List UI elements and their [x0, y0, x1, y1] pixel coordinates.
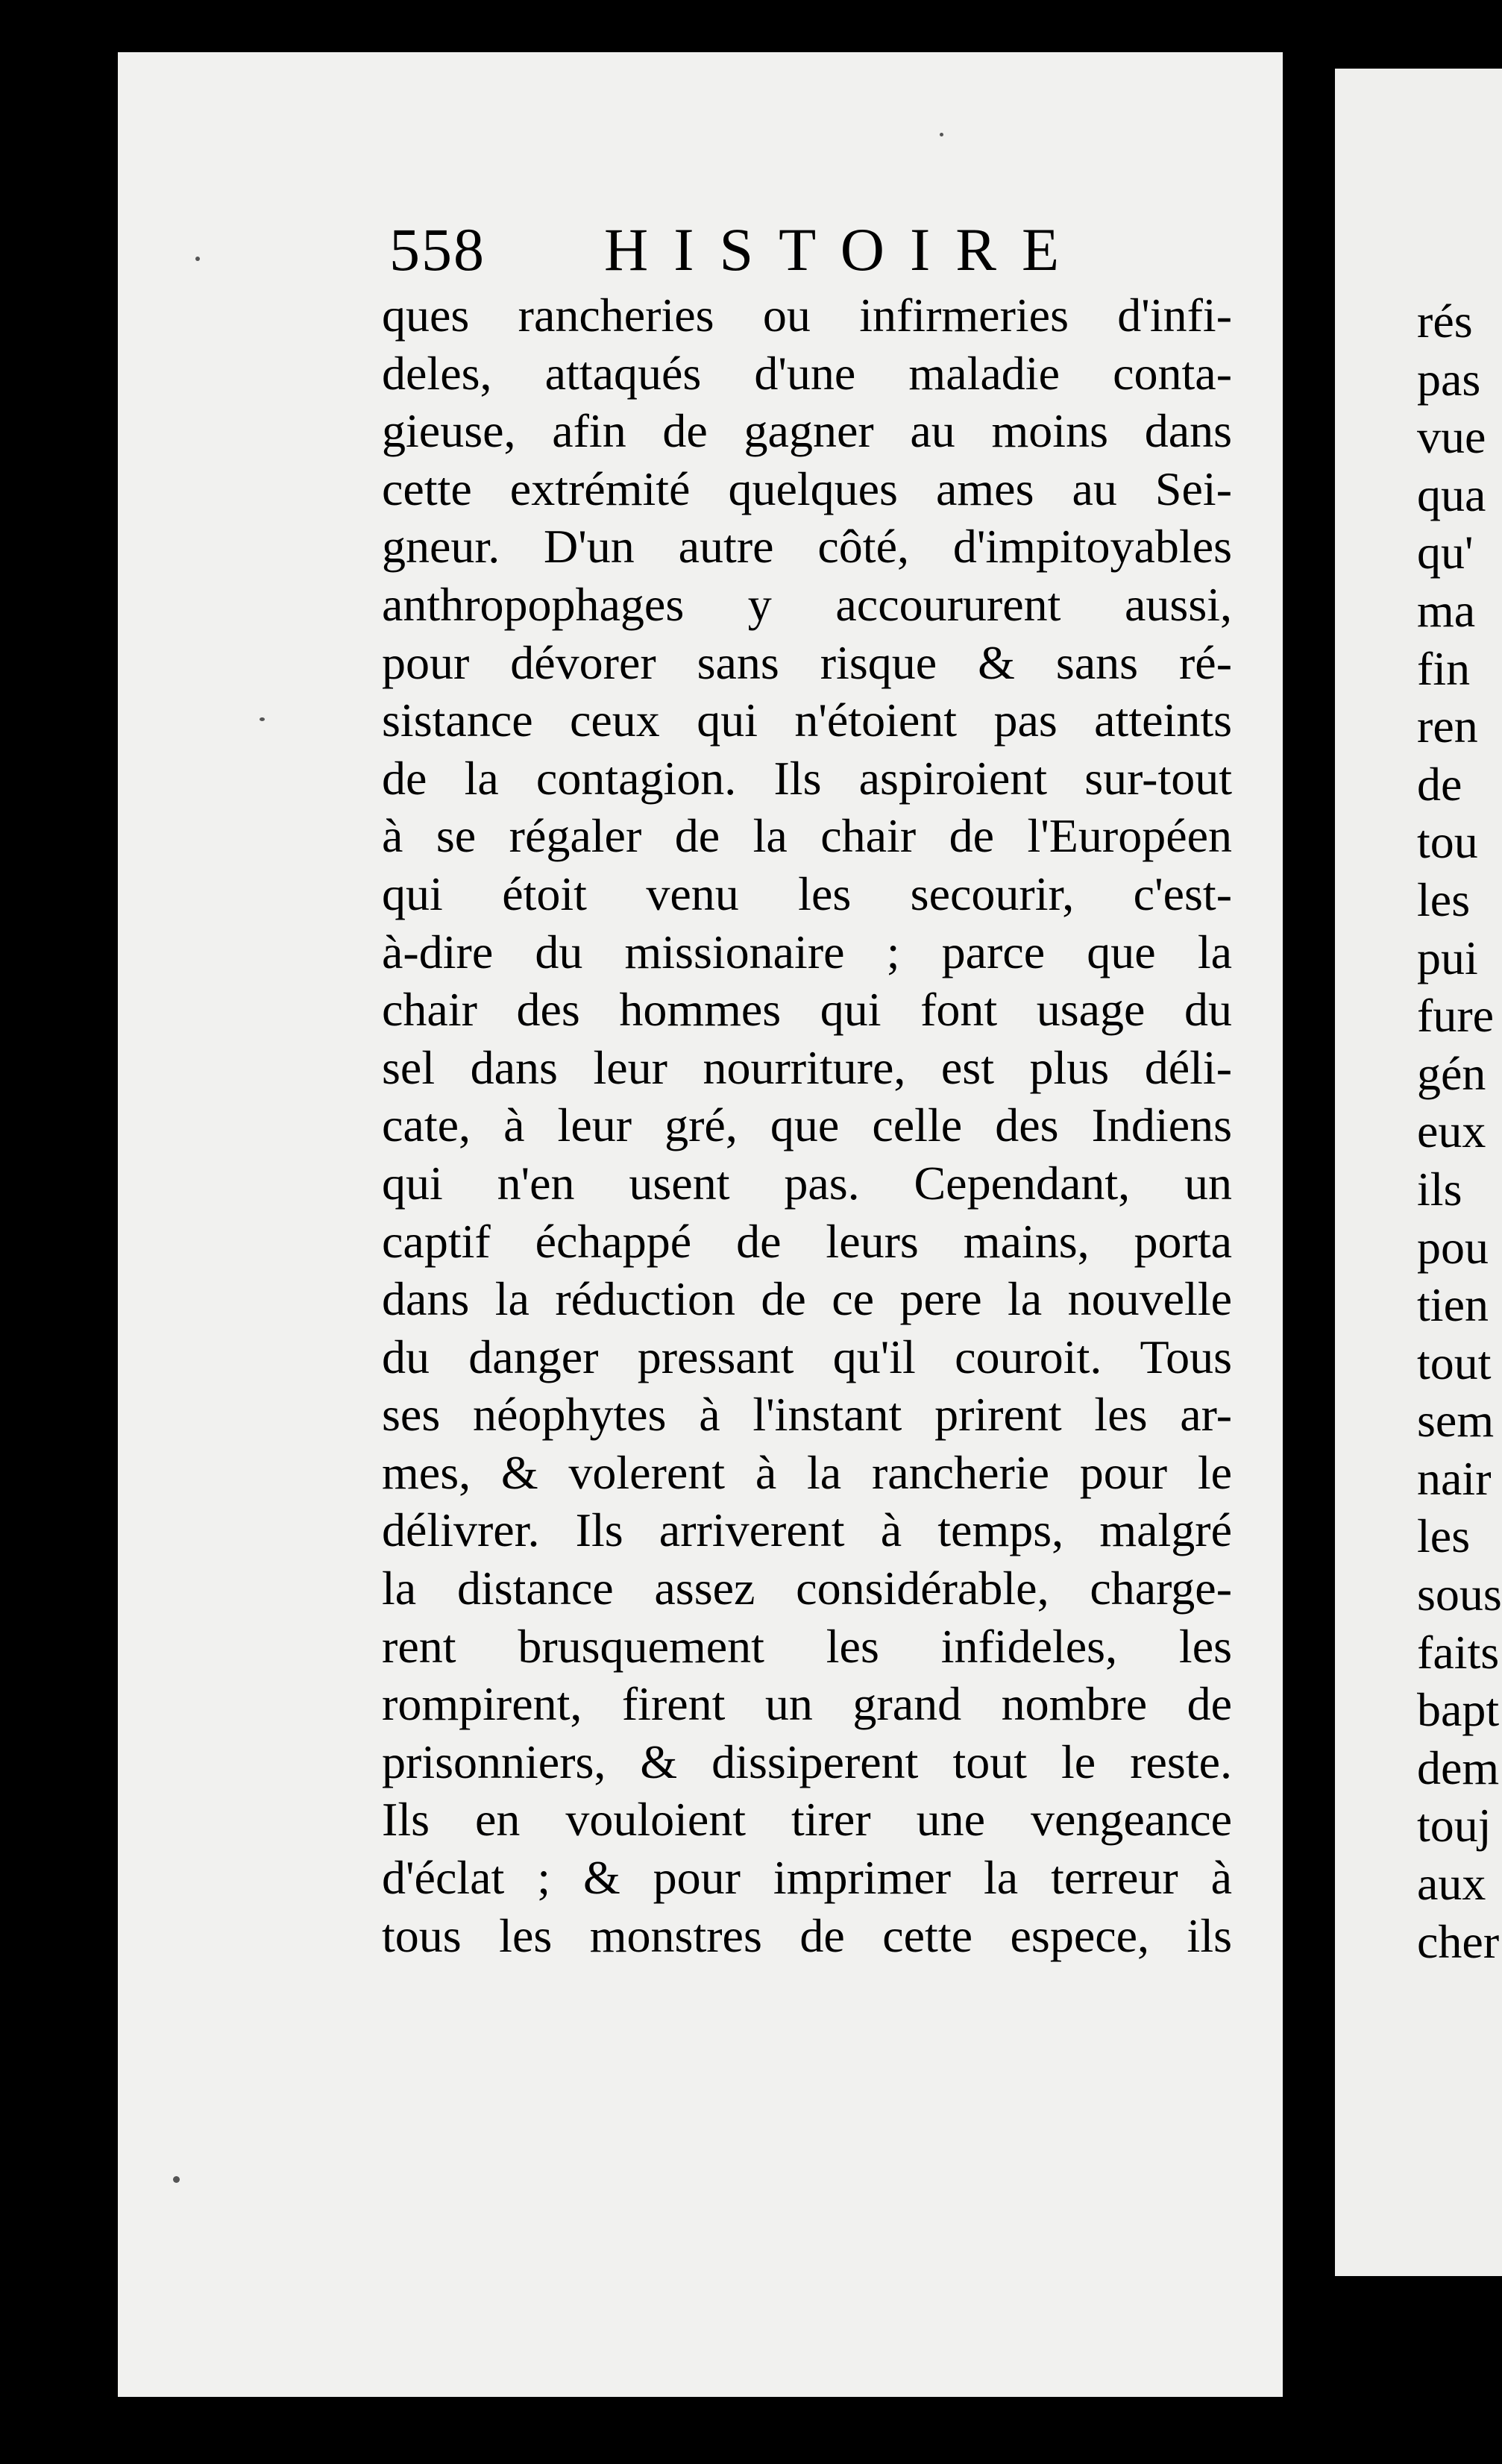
- text-line-fragment: touj: [1417, 1799, 1492, 1852]
- text-line-fragment: qu': [1417, 526, 1474, 579]
- paper-speck: [173, 2176, 180, 2183]
- text-line: anthropophages y accoururent aussi,: [382, 577, 1232, 631]
- text-line-fragment: qua: [1417, 468, 1486, 521]
- text-line-fragment: vue: [1417, 410, 1486, 464]
- text-line: gneur. D'un autre côté, d'impitoyables: [382, 520, 1232, 573]
- running-title: HISTOIRE: [604, 216, 1085, 283]
- text-line-fragment: rés: [1417, 295, 1473, 348]
- right-page-text-fragments: [1417, 292, 1502, 1970]
- text-line-fragment: sem: [1417, 1394, 1495, 1448]
- text-line: à se régaler de la chair de l'Européen: [382, 809, 1232, 863]
- text-line: cate, à leur gré, que celle des Indiens: [382, 1099, 1232, 1152]
- text-line: chair des hommes qui font usage du: [382, 983, 1232, 1037]
- text-line: deles, attaqués d'une maladie conta-: [382, 346, 1232, 400]
- text-line-fragment: ils: [1417, 1162, 1462, 1216]
- text-line-fragment: bapt: [1417, 1683, 1500, 1737]
- text-line-fragment: eux: [1417, 1104, 1486, 1158]
- text-line: du danger pressant qu'il couroit. Tous: [382, 1330, 1232, 1383]
- text-line: ques rancheries ou infirmeries d'infi-: [382, 289, 1232, 342]
- text-line: Ils en vouloient tirer une vengeance: [382, 1793, 1232, 1847]
- text-line-fragment: pas: [1417, 352, 1481, 406]
- text-line-fragment: nair: [1417, 1451, 1492, 1505]
- text-line: dans la réduction de ce pere la nouvelle: [382, 1272, 1232, 1326]
- running-head: [270, 215, 1239, 289]
- text-line: ses néophytes à l'instant prirent les ar-: [382, 1388, 1232, 1442]
- paper-speck: [260, 717, 265, 721]
- text-line-fragment: de: [1417, 757, 1462, 811]
- text-line: d'éclat ; & pour imprimer la terreur à: [382, 1851, 1232, 1905]
- text-line: de la contagion. Ils aspiroient sur-tout: [382, 751, 1232, 805]
- paper-speck: [940, 133, 943, 136]
- text-line-fragment: les: [1417, 1509, 1471, 1563]
- text-line: qui étoit venu les secourir, c'est-: [382, 867, 1232, 920]
- text-line: pour dévorer sans risque & sans ré-: [382, 635, 1232, 689]
- text-line-fragment: pui: [1417, 931, 1478, 984]
- text-line-fragment: tou: [1417, 815, 1478, 869]
- text-line-fragment: fin: [1417, 641, 1471, 695]
- text-line-fragment: dem: [1417, 1741, 1500, 1794]
- text-line: sel dans leur nourriture, est plus déli-: [382, 1040, 1232, 1094]
- text-line: mes, & volerent à la rancherie pour le: [382, 1445, 1232, 1499]
- text-line-fragment: tout: [1417, 1336, 1492, 1389]
- text-line-fragment: aux: [1417, 1857, 1486, 1911]
- text-line: prisonniers, & dissiperent tout le reste.: [382, 1735, 1232, 1788]
- page-number: 558: [389, 216, 486, 283]
- text-line: délivrer. Ils arriverent à temps, malgré: [382, 1503, 1232, 1557]
- text-line-fragment: cher: [1417, 1914, 1500, 1968]
- text-line-fragment: ma: [1417, 583, 1476, 637]
- text-line-fragment: faits: [1417, 1625, 1500, 1679]
- text-line: cette extrémité quelques ames au Sei-: [382, 462, 1232, 515]
- text-line: rompirent, firent un grand nombre de: [382, 1677, 1232, 1731]
- text-line: gieuse, afin de gagner au moins dans: [382, 404, 1232, 458]
- text-line-fragment: ren: [1417, 700, 1478, 753]
- text-line-fragment: les: [1417, 873, 1471, 926]
- text-line: la distance assez considérable, charge-: [382, 1562, 1232, 1615]
- text-line: captif échappé de leurs mains, porta: [382, 1214, 1232, 1268]
- paper-speck: [195, 257, 200, 261]
- text-line: rent brusquement les infideles, les: [382, 1619, 1232, 1673]
- text-line: à-dire du missionaire ; parce que la: [382, 925, 1232, 978]
- text-line-fragment: pou: [1417, 1220, 1489, 1274]
- text-line: tous les monstres de cette espece, ils: [382, 1908, 1232, 1962]
- text-line-fragment: sous: [1417, 1568, 1502, 1621]
- text-line-fragment: fure: [1417, 989, 1495, 1043]
- body-text: [382, 286, 1232, 1964]
- text-line-fragment: tien: [1417, 1278, 1489, 1332]
- text-line: sistance ceux qui n'étoient pas atteints: [382, 694, 1232, 747]
- text-line-fragment: gén: [1417, 1046, 1486, 1100]
- text-line: qui n'en usent pas. Cependant, un: [382, 1156, 1232, 1210]
